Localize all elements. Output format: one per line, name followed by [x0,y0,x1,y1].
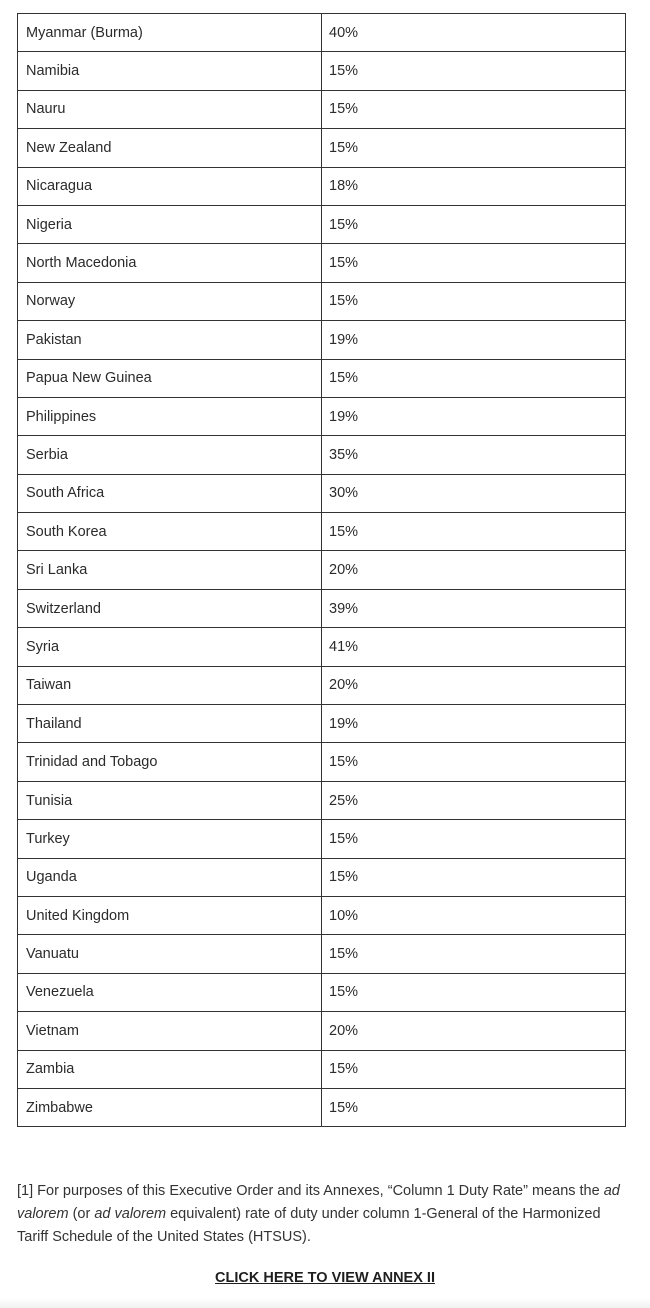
country-cell: Tunisia [18,781,322,819]
table-row [18,359,626,397]
country-cell: Vietnam [18,1012,322,1050]
tariff-rates-body [18,14,626,1127]
footnote-text-3: equivalent) rate of duty under column 1-General of the Harmonized Tariff Schedule of the United States (HTSUS). [17,1206,601,1245]
rate-cell: 39% [322,589,626,627]
rate-cell: 15% [322,935,626,973]
country-cell: Uganda [18,858,322,896]
country-cell: North Macedonia [18,244,322,282]
table-row [18,474,626,512]
table-row [18,205,626,243]
table-row [18,743,626,781]
table-row [18,973,626,1011]
table-row [18,589,626,627]
rate-cell: 15% [322,743,626,781]
country-cell: Zambia [18,1050,322,1088]
rate-cell: 30% [322,474,626,512]
rate-cell: 15% [322,205,626,243]
country-cell: Switzerland [18,589,322,627]
table-row [18,1050,626,1088]
country-cell: South Africa [18,474,322,512]
table-row [18,321,626,359]
country-cell: New Zealand [18,129,322,167]
country-cell: Vanuatu [18,935,322,973]
view-annex-ii-link[interactable]: CLICK HERE TO VIEW ANNEX II [215,1270,435,1286]
table-row [18,167,626,205]
footnote-text-2: (or [68,1206,95,1222]
country-cell: South Korea [18,513,322,551]
rate-cell: 18% [322,167,626,205]
table-row [18,244,626,282]
rate-cell: 19% [322,705,626,743]
rate-cell: 15% [322,90,626,128]
footnote [17,1180,627,1249]
table-row [18,282,626,320]
footnote-text-1: [1] For purposes of this Executive Order and its Annexes, “Column 1 Duty Rate” means the [17,1183,604,1199]
rate-cell: 20% [322,551,626,589]
country-cell: Sri Lanka [18,551,322,589]
country-cell: Philippines [18,397,322,435]
table-row [18,397,626,435]
table-row [18,436,626,474]
rate-cell: 19% [322,397,626,435]
country-cell: Papua New Guinea [18,359,322,397]
rate-cell: 15% [322,282,626,320]
table-row [18,896,626,934]
rate-cell: 15% [322,244,626,282]
table-row [18,781,626,819]
rate-cell: 25% [322,781,626,819]
country-cell: Namibia [18,52,322,90]
rate-cell: 15% [322,513,626,551]
tariff-rates-table [17,13,626,1127]
rate-cell: 15% [322,1088,626,1126]
country-cell: Nigeria [18,205,322,243]
rate-cell: 41% [322,628,626,666]
rate-cell: 15% [322,820,626,858]
country-cell: Myanmar (Burma) [18,14,322,52]
country-cell: Thailand [18,705,322,743]
country-cell: Taiwan [18,666,322,704]
table-row [18,628,626,666]
rate-cell: 10% [322,896,626,934]
rate-cell: 15% [322,1050,626,1088]
rate-cell: 15% [322,129,626,167]
rate-cell: 40% [322,14,626,52]
rate-cell: 15% [322,973,626,1011]
rate-cell: 35% [322,436,626,474]
country-cell: Turkey [18,820,322,858]
table-row [18,129,626,167]
rate-cell: 15% [322,359,626,397]
country-cell: Trinidad and Tobago [18,743,322,781]
table-row [18,52,626,90]
table-row [18,820,626,858]
table-row [18,14,626,52]
table-row [18,705,626,743]
country-cell: Nauru [18,90,322,128]
table-row [18,666,626,704]
country-cell: Serbia [18,436,322,474]
footnote-italic-1: ad valorem [17,1183,620,1222]
country-cell: Pakistan [18,321,322,359]
table-row [18,858,626,896]
country-cell: United Kingdom [18,896,322,934]
country-cell: Norway [18,282,322,320]
table-row [18,1088,626,1126]
country-cell: Syria [18,628,322,666]
rate-cell: 15% [322,52,626,90]
table-row [18,90,626,128]
table-row [18,513,626,551]
country-cell: Venezuela [18,973,322,1011]
rate-cell: 20% [322,666,626,704]
bottom-shade [0,1298,650,1308]
rate-cell: 19% [322,321,626,359]
country-cell: Nicaragua [18,167,322,205]
rate-cell: 20% [322,1012,626,1050]
table-row [18,1012,626,1050]
footnote-italic-2: ad valorem [94,1206,167,1222]
country-cell: Zimbabwe [18,1088,322,1126]
table-row [18,935,626,973]
rate-cell: 15% [322,858,626,896]
table-row [18,551,626,589]
